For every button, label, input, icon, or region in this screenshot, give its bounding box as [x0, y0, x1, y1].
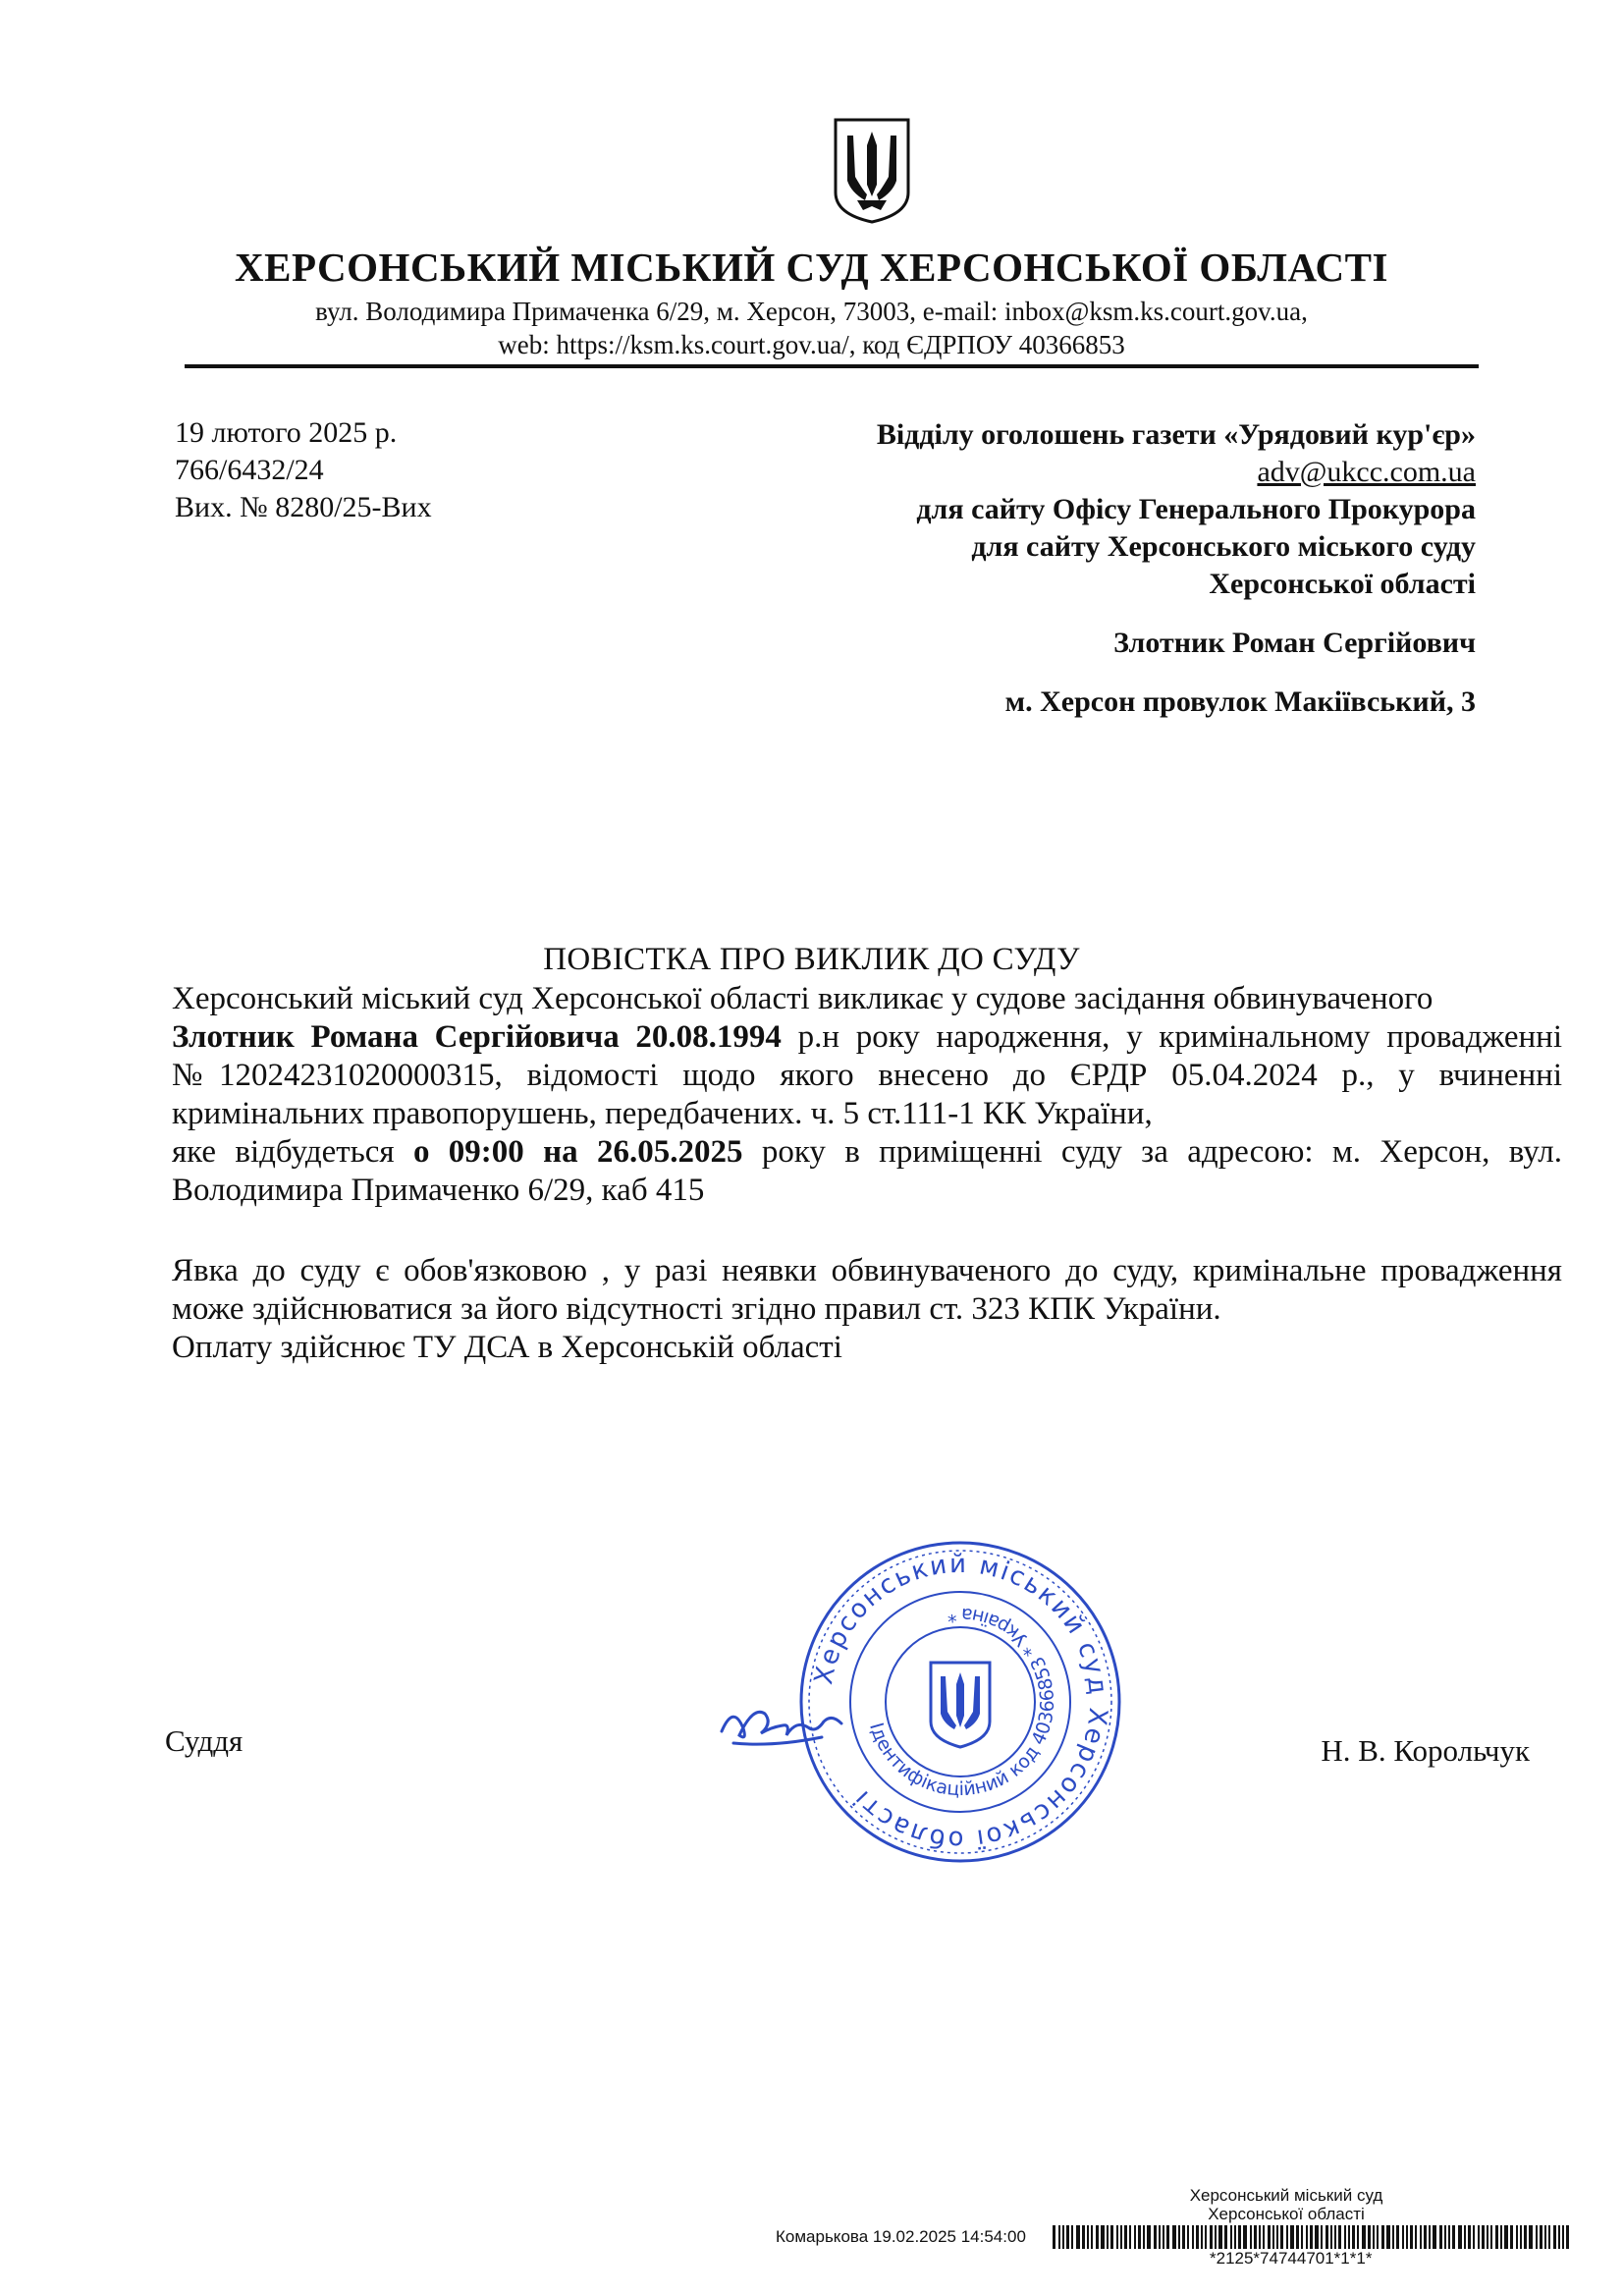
outgoing-number: Вих. № 8280/25-Вих — [175, 491, 432, 523]
payment-line: Оплату здійснює ТУ ДСА в Херсонській області — [172, 1330, 842, 1365]
judge-name: Н. В. Корольчук — [1321, 1733, 1530, 1768]
barcode-icon — [1053, 2225, 1573, 2249]
case-number: 766/6432/24 — [175, 454, 324, 486]
recipients-block — [592, 416, 1476, 721]
hearing-address: Володимира Примаченко 6/29, каб 415 — [172, 1173, 705, 1208]
registration-court-line2: Херсонської області — [1208, 2205, 1365, 2223]
hearing-line-rest: року в приміщенні суду за адресою: м. Херсон, вул. — [742, 1134, 1562, 1170]
recipient-email-link[interactable]: adv@ukcc.com.ua — [1257, 456, 1476, 488]
stamp-trident-icon — [931, 1663, 990, 1747]
registration-court-line1: Херсонський міський суд — [1189, 2186, 1383, 2205]
notice-line-1: Херсонський міський суд Херсонської області викликає у судове засідання обвинуваченого — [172, 981, 1434, 1016]
hearing-datetime: о 09:00 на 26.05.2025 — [412, 1134, 743, 1170]
recipient-person: Злотник Роман Сергійович — [1113, 627, 1476, 659]
appearance-paragraph — [172, 1252, 1562, 1367]
letter-date: 19 лютого 2025 р. — [175, 416, 398, 449]
notice-line-4: кримінальних правопорушень, передбачених. ч. 5 ст.111-1 КК України, — [172, 1096, 1153, 1131]
recipient-court-site: для сайту Херсонського міського суду — [971, 530, 1476, 563]
recipient-court-site-region: Херсонської області — [1209, 568, 1476, 600]
notice-body — [172, 980, 1562, 1210]
recipient-newspaper: Відділу оголошень газети «Урядовий кур'єр» — [876, 418, 1476, 451]
stamp-inner-text: Ідентифікаційний код 40366853 * Україна * — [865, 1603, 1059, 1801]
coat-of-arms-icon — [832, 116, 912, 226]
recipient-address: м. Херсон провулок Макіївський, 3 — [1004, 685, 1476, 718]
notice-line-3: №12024231020000315, відомості щодо якого внесено до ЄРДР 05.04.2024 р., у вчиненні — [172, 1058, 1562, 1093]
stamp-outer-text: Херсонський міський суд Херсонської області — [809, 1549, 1113, 1855]
court-address-line2: web: https://ksm.ks.court.gov.ua/, код ЄДРПОУ 40366853 — [498, 330, 1125, 359]
barcode-code: *2125*74744701*1*1* — [1210, 2249, 1373, 2268]
appearance-line-2: може здійснюватися за його відсутності згідно правил ст. 323 КПК України. — [172, 1291, 1221, 1327]
notice-line-2 — [172, 1018, 1562, 1057]
judge-role-label: Суддя — [165, 1723, 243, 1758]
header-divider — [185, 364, 1479, 368]
notice-line-2-rest: р.н року народження, у кримінальному провадженні — [781, 1019, 1562, 1055]
hearing-line — [172, 1133, 1562, 1172]
court-name-heading: ХЕРСОНСЬКИЙ МІСЬКИЙ СУД ХЕРСОНСЬКОЇ ОБЛАСТІ — [235, 245, 1388, 290]
registrar-line: Комарькова 19.02.2025 14:54:00 — [776, 2227, 1026, 2246]
recipient-prosecutor-site: для сайту Офісу Генерального Прокурора — [916, 493, 1476, 525]
court-address-line1: вул. Володимира Примаченка 6/29, м. Херсон, 73003, e-mail: inbox@ksm.ks.court.gov.ua, — [315, 297, 1308, 326]
hearing-line-start: яке відбудеться — [172, 1134, 413, 1170]
accused-name: Злотник Романа Сергійовича 20.08.1994 — [172, 1019, 782, 1055]
court-address — [0, 295, 1623, 361]
registration-court — [1139, 2186, 1434, 2223]
notice-title: ПОВІСТКА ПРО ВИКЛИК ДО СУДУ — [543, 942, 1080, 977]
appearance-line-1: Явка до суду є обов'язковою , у разі неявки обвинуваченого до суду, кримінальне провадження — [172, 1253, 1562, 1288]
letter-metadata — [175, 414, 432, 526]
judge-signature — [714, 1684, 871, 1758]
